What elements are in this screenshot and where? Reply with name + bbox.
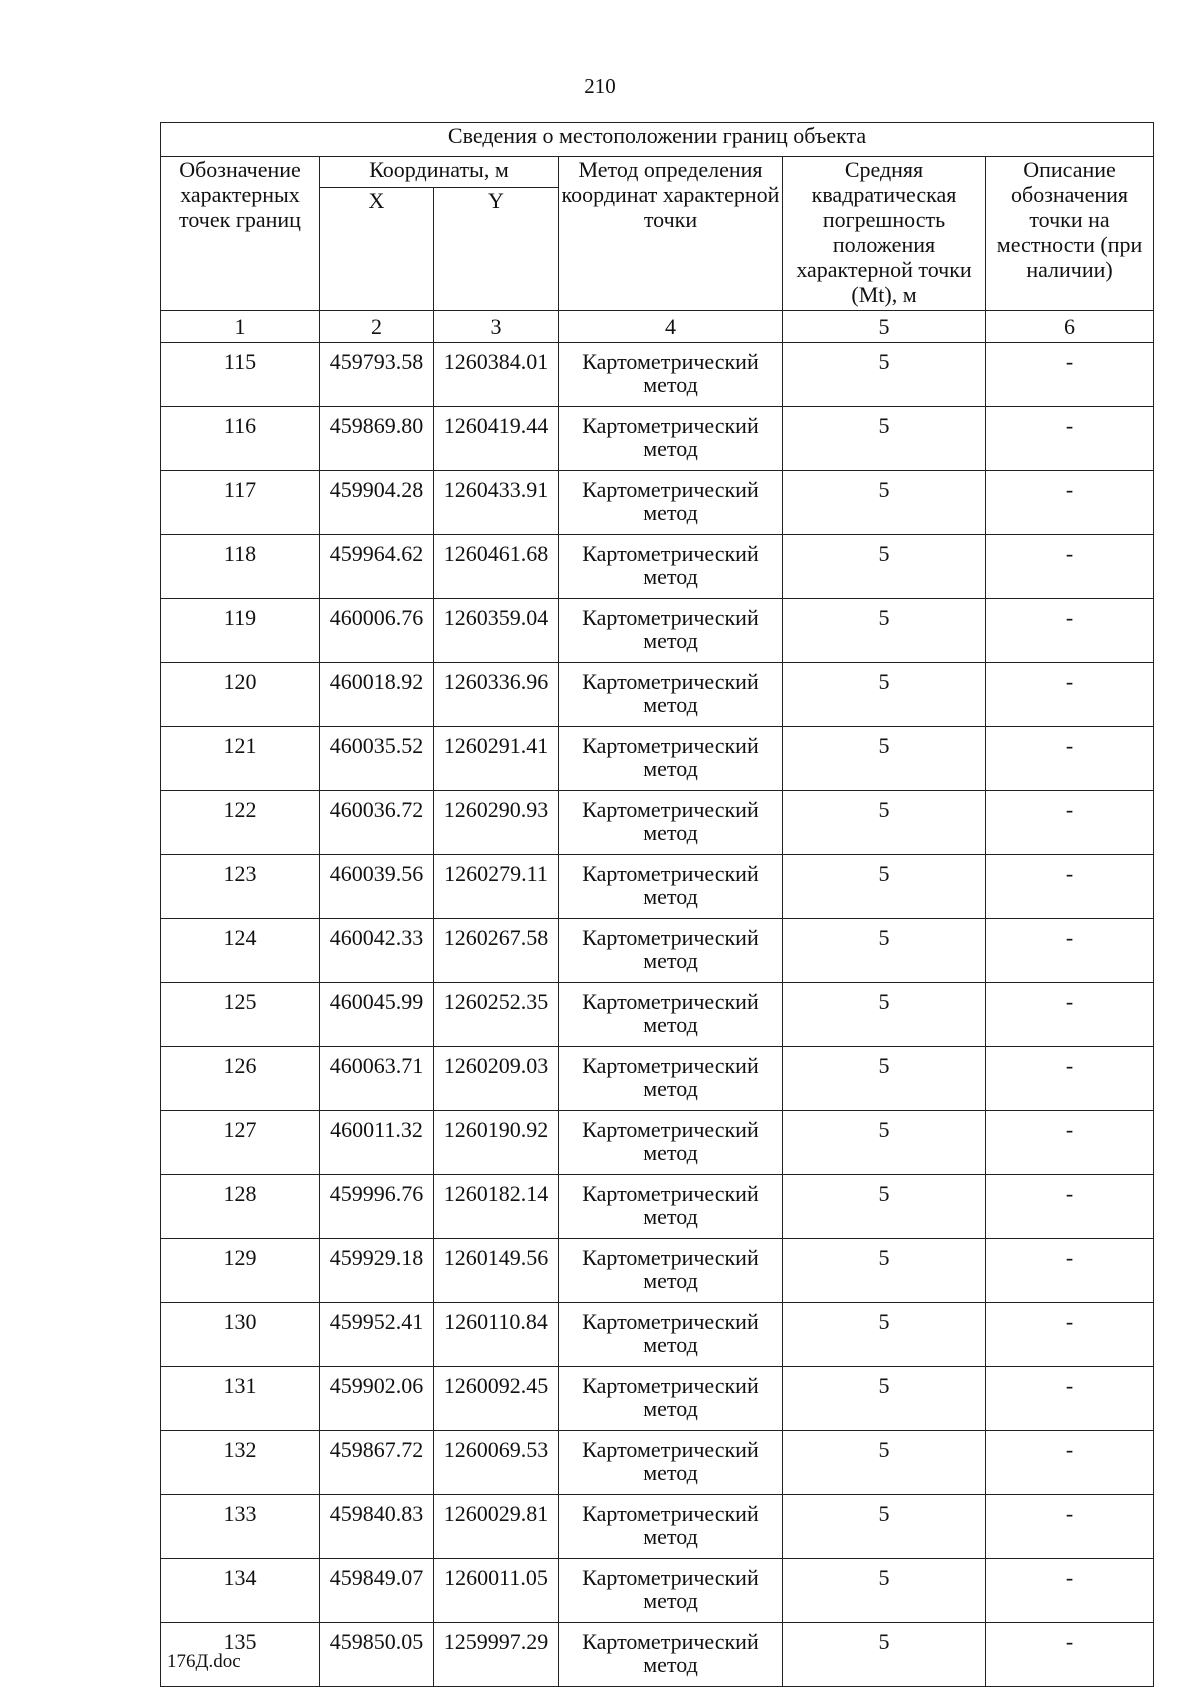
method-cell	[559, 1047, 783, 1111]
table-row	[161, 1367, 1154, 1431]
point-id: 120	[161, 663, 320, 727]
method-line: Картометрический	[582, 1565, 759, 1590]
method-line: метод	[643, 1652, 698, 1677]
method-line: Картометрический	[582, 1181, 759, 1206]
boundary-table	[160, 122, 1154, 1687]
point-id: 132	[161, 1431, 320, 1495]
method-cell	[559, 855, 783, 919]
method-line: Картометрический	[582, 1053, 759, 1078]
error-value: 5	[783, 983, 986, 1047]
point-id: 129	[161, 1239, 320, 1303]
coord-x: 460042.33	[320, 919, 434, 983]
header-point: Обозначение характерных точек границ	[161, 157, 320, 311]
error-value: 5	[783, 663, 986, 727]
coord-x: 459902.06	[320, 1367, 434, 1431]
method-line: метод	[643, 1140, 698, 1165]
table-row	[161, 1111, 1154, 1175]
method-cell	[559, 535, 783, 599]
method-line: метод	[643, 372, 698, 397]
point-id: 133	[161, 1495, 320, 1559]
coord-y: 1259997.29	[434, 1623, 559, 1687]
error-value: 5	[783, 855, 986, 919]
header-x: X	[320, 188, 434, 311]
table-row	[161, 727, 1154, 791]
description-value: -	[986, 1559, 1154, 1623]
method-cell	[559, 599, 783, 663]
method-line: Картометрический	[582, 1117, 759, 1142]
column-number: 3	[434, 311, 559, 343]
method-cell	[559, 727, 783, 791]
method-line: Картометрический	[582, 669, 759, 694]
method-line: метод	[643, 1396, 698, 1421]
method-line: метод	[643, 1524, 698, 1549]
description-value: -	[986, 1367, 1154, 1431]
coord-x: 459850.05	[320, 1623, 434, 1687]
description-value: -	[986, 727, 1154, 791]
coord-y: 1260290.93	[434, 791, 559, 855]
table-row	[161, 471, 1154, 535]
point-id: 126	[161, 1047, 320, 1111]
coord-y: 1260190.92	[434, 1111, 559, 1175]
method-line: метод	[643, 1204, 698, 1229]
coord-y: 1260029.81	[434, 1495, 559, 1559]
method-line: Картометрический	[582, 1501, 759, 1526]
error-value: 5	[783, 1367, 986, 1431]
method-cell	[559, 407, 783, 471]
method-line: Картометрический	[582, 1437, 759, 1462]
point-id: 131	[161, 1367, 320, 1431]
title-row	[161, 123, 1154, 157]
point-id: 134	[161, 1559, 320, 1623]
method-line: метод	[643, 1076, 698, 1101]
error-value: 5	[783, 1047, 986, 1111]
description-value: -	[986, 535, 1154, 599]
coord-y: 1260069.53	[434, 1431, 559, 1495]
coord-y: 1260359.04	[434, 599, 559, 663]
method-line: метод	[643, 1012, 698, 1037]
method-line: Картометрический	[582, 413, 759, 438]
error-value: 5	[783, 1623, 986, 1687]
table-row	[161, 1559, 1154, 1623]
header-coordinates: Координаты, м	[320, 157, 559, 188]
error-value: 5	[783, 407, 986, 471]
point-id: 127	[161, 1111, 320, 1175]
description-value: -	[986, 1111, 1154, 1175]
method-cell	[559, 1367, 783, 1431]
method-line: Картометрический	[582, 1373, 759, 1398]
description-value: -	[986, 1303, 1154, 1367]
error-value: 5	[783, 727, 986, 791]
point-id: 124	[161, 919, 320, 983]
method-line: Картометрический	[582, 925, 759, 950]
method-line: метод	[643, 1460, 698, 1485]
coord-x: 459904.28	[320, 471, 434, 535]
coord-x: 460039.56	[320, 855, 434, 919]
table-row	[161, 1239, 1154, 1303]
coord-x: 459952.41	[320, 1303, 434, 1367]
header-method: Метод определения координат характерной точки	[559, 157, 783, 311]
coord-x: 459929.18	[320, 1239, 434, 1303]
coord-y: 1260419.44	[434, 407, 559, 471]
method-line: метод	[643, 564, 698, 589]
method-line: метод	[643, 884, 698, 909]
method-cell	[559, 663, 783, 727]
error-value: 5	[783, 1111, 986, 1175]
coord-y: 1260461.68	[434, 535, 559, 599]
coord-y: 1260384.01	[434, 343, 559, 407]
table-row	[161, 983, 1154, 1047]
point-id: 121	[161, 727, 320, 791]
error-value: 5	[783, 1495, 986, 1559]
method-line: Картометрический	[582, 797, 759, 822]
coord-y: 1260209.03	[434, 1047, 559, 1111]
header-y: Y	[434, 188, 559, 311]
point-id: 122	[161, 791, 320, 855]
coord-x: 459996.76	[320, 1175, 434, 1239]
table-row	[161, 1431, 1154, 1495]
coord-y: 1260110.84	[434, 1303, 559, 1367]
coord-y: 1260336.96	[434, 663, 559, 727]
coord-x: 460036.72	[320, 791, 434, 855]
description-value: -	[986, 791, 1154, 855]
method-cell	[559, 1175, 783, 1239]
coord-x: 459849.07	[320, 1559, 434, 1623]
method-line: метод	[643, 948, 698, 973]
column-number: 6	[986, 311, 1154, 343]
column-number: 1	[161, 311, 320, 343]
method-cell	[559, 919, 783, 983]
method-line: Картометрический	[582, 989, 759, 1014]
description-value: -	[986, 1431, 1154, 1495]
error-value: 5	[783, 1303, 986, 1367]
table-body	[161, 123, 1154, 1687]
method-cell	[559, 1303, 783, 1367]
coord-x: 459840.83	[320, 1495, 434, 1559]
coord-x: 459964.62	[320, 535, 434, 599]
method-line: Картометрический	[582, 1245, 759, 1270]
table-row	[161, 535, 1154, 599]
coord-x: 460045.99	[320, 983, 434, 1047]
point-id: 130	[161, 1303, 320, 1367]
method-cell	[559, 1239, 783, 1303]
coord-y: 1260149.56	[434, 1239, 559, 1303]
header-error: Средняя квадратическая погрешность положения характерной точки (Mt), м	[783, 157, 986, 311]
error-value: 5	[783, 1239, 986, 1303]
page-number: 210	[584, 74, 616, 98]
coord-y: 1260252.35	[434, 983, 559, 1047]
method-line: Картометрический	[582, 349, 759, 374]
table-row	[161, 1047, 1154, 1111]
point-id: 119	[161, 599, 320, 663]
point-id: 115	[161, 343, 320, 407]
table-row	[161, 1175, 1154, 1239]
method-line: метод	[643, 756, 698, 781]
coord-x: 460011.32	[320, 1111, 434, 1175]
coord-y: 1260182.14	[434, 1175, 559, 1239]
method-cell	[559, 471, 783, 535]
method-line: Картометрический	[582, 733, 759, 758]
coord-x: 460063.71	[320, 1047, 434, 1111]
description-value: -	[986, 1623, 1154, 1687]
method-line: Картометрический	[582, 861, 759, 886]
description-value: -	[986, 663, 1154, 727]
description-value: -	[986, 407, 1154, 471]
method-line: метод	[643, 500, 698, 525]
table-row	[161, 343, 1154, 407]
coord-y: 1260011.05	[434, 1559, 559, 1623]
header-description: Описание обозначения точки на местности (при наличии)	[986, 157, 1154, 311]
coord-y: 1260291.41	[434, 727, 559, 791]
description-value: -	[986, 1495, 1154, 1559]
method-cell	[559, 791, 783, 855]
error-value: 5	[783, 919, 986, 983]
description-value: -	[986, 1175, 1154, 1239]
method-line: Картометрический	[582, 541, 759, 566]
description-value: -	[986, 343, 1154, 407]
method-line: метод	[643, 1588, 698, 1613]
method-line: Картометрический	[582, 1629, 759, 1654]
error-value: 5	[783, 1559, 986, 1623]
table-row	[161, 791, 1154, 855]
method-cell	[559, 1559, 783, 1623]
point-id: 123	[161, 855, 320, 919]
point-id: 118	[161, 535, 320, 599]
method-line: метод	[643, 820, 698, 845]
column-number: 4	[559, 311, 783, 343]
coord-y: 1260092.45	[434, 1367, 559, 1431]
table-row	[161, 919, 1154, 983]
point-id: 128	[161, 1175, 320, 1239]
table-row	[161, 1623, 1154, 1687]
coord-y: 1260279.11	[434, 855, 559, 919]
method-line: метод	[643, 1268, 698, 1293]
method-line: метод	[643, 628, 698, 653]
method-line: метод	[643, 1332, 698, 1357]
table-row	[161, 1495, 1154, 1559]
error-value: 5	[783, 599, 986, 663]
table-row	[161, 855, 1154, 919]
coord-x: 459869.80	[320, 407, 434, 471]
table-row	[161, 663, 1154, 727]
method-line: метод	[643, 692, 698, 717]
method-cell	[559, 343, 783, 407]
method-cell	[559, 1431, 783, 1495]
method-cell	[559, 1623, 783, 1687]
error-value: 5	[783, 471, 986, 535]
description-value: -	[986, 855, 1154, 919]
column-number: 2	[320, 311, 434, 343]
point-id: 117	[161, 471, 320, 535]
table-row	[161, 599, 1154, 663]
column-number: 5	[783, 311, 986, 343]
point-id: 116	[161, 407, 320, 471]
description-value: -	[986, 1047, 1154, 1111]
table-row	[161, 407, 1154, 471]
error-value: 5	[783, 791, 986, 855]
coord-y: 1260433.91	[434, 471, 559, 535]
description-value: -	[986, 919, 1154, 983]
method-cell	[559, 983, 783, 1047]
coord-x: 460006.76	[320, 599, 434, 663]
table-title: Сведения о местоположении границ объекта	[161, 123, 1154, 157]
column-numbers-row	[161, 311, 1154, 343]
coord-x: 460018.92	[320, 663, 434, 727]
method-cell	[559, 1495, 783, 1559]
error-value: 5	[783, 535, 986, 599]
point-id: 135	[161, 1623, 320, 1687]
table-row	[161, 1303, 1154, 1367]
method-line: Картометрический	[582, 477, 759, 502]
coord-x: 460035.52	[320, 727, 434, 791]
description-value: -	[986, 983, 1154, 1047]
method-line: Картометрический	[582, 605, 759, 630]
method-line: метод	[643, 436, 698, 461]
point-id: 125	[161, 983, 320, 1047]
description-value: -	[986, 599, 1154, 663]
coord-y: 1260267.58	[434, 919, 559, 983]
header-row	[161, 157, 1154, 188]
error-value: 5	[783, 1175, 986, 1239]
description-value: -	[986, 1239, 1154, 1303]
method-cell	[559, 1111, 783, 1175]
error-value: 5	[783, 1431, 986, 1495]
description-value: -	[986, 471, 1154, 535]
method-line: Картометрический	[582, 1309, 759, 1334]
document-filename: 176Д.doc	[167, 1651, 241, 1672]
error-value: 5	[783, 343, 986, 407]
coord-x: 459867.72	[320, 1431, 434, 1495]
coord-x: 459793.58	[320, 343, 434, 407]
